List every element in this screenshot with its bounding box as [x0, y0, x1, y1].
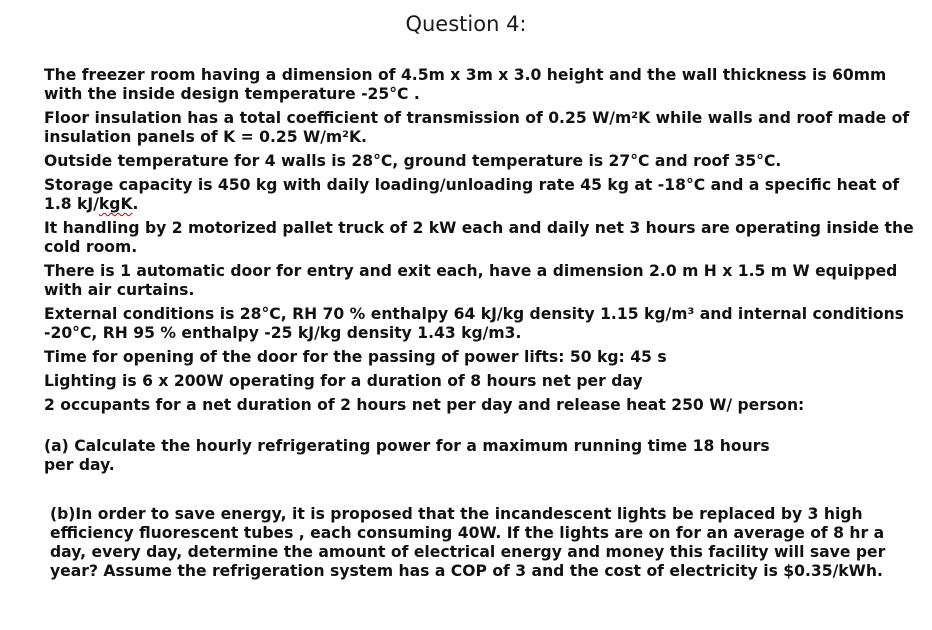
paragraph-insulation: Floor insulation has a total coefficient of transmission of 0.25 W/m²K while walls and roof made of insulation panels of K = 0.25 W/m²K.	[44, 109, 910, 146]
paragraph-conditions: External conditions is 28°C, RH 70 % enthalpy 64 kJ/kg density 1.15 kg/m³ and internal conditions -20°C, RH 95 % enthalpy -25 kJ/kg density 1.43 kg/m3.	[44, 305, 904, 342]
spacer	[44, 480, 914, 505]
part-b-question: (b)In order to save energy, it is proposed that the incandescent lights be replaced by 3 high efficiency fluorescent tubes , each consuming 40W. If the lights are on for an average of 8 hr a day, every day, determine the amount of electrical energy and money this facility will save per year? Assume the refrigeration system has a COP of 3 and the cost of electricity is $0.35/kWh.	[50, 505, 886, 580]
paragraph-outside-temperature: Outside temperature for 4 walls is 28°C, ground temperature is 27°C and roof 35°C.	[44, 152, 782, 170]
paragraph-pallet-truck: It handling by 2 motorized pallet truck of 2 kW each and daily net 3 hours are operating inside the cold room.	[44, 219, 914, 256]
part-a-question: (a) Calculate the hourly refrigerating power for a maximum running time 18 hours per day.	[44, 437, 770, 474]
paragraph-dimensions: The freezer room having a dimension of 4.5m x 3m x 3.0 height and the wall thickness is 60mm with the inside design temperature -25°C .	[44, 66, 887, 103]
storage-text: Storage capacity is 450 kg with daily loading/unloading rate 45 kg at -18°C and a specific heat of 1.8 kJ/	[44, 176, 900, 213]
paragraph-storage	[44, 176, 914, 214]
paragraph-door-opening: Time for opening of the door for the passing of power lifts: 50 kg: 45 s	[44, 348, 667, 366]
paragraph-occupants: 2 occupants for a net duration of 2 hours net per day and release heat 250 W/ person:	[44, 396, 805, 414]
paragraph-door: There is 1 automatic door for entry and exit each, have a dimension 2.0 m H x 1.5 m W equipped with air curtains.	[44, 262, 898, 299]
paragraph-lighting: Lighting is 6 x 200W operating for a duration of 8 hours net per day	[44, 372, 643, 390]
spacer	[44, 420, 914, 437]
storage-text-end: .	[132, 195, 139, 213]
question-title: Question 4:	[405, 12, 527, 36]
question-body	[44, 66, 914, 586]
spellcheck-word: kgK	[98, 195, 133, 213]
